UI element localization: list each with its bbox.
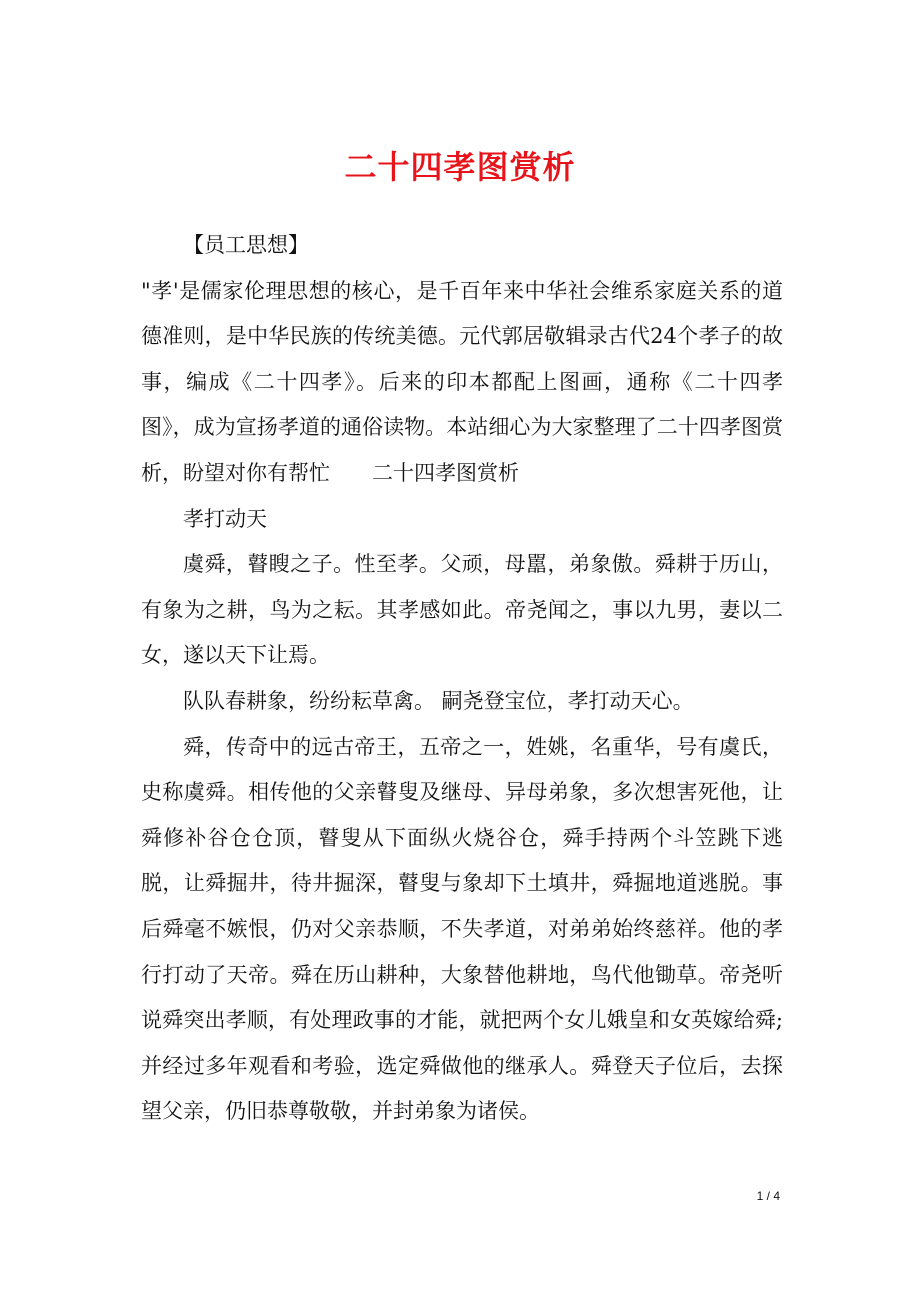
document-body: [141, 223, 783, 1135]
document-title: 二十四孝图赏析: [344, 148, 576, 186]
intro-text: "孝'是儒家伦理思想的核心，是千百年来中华社会维系家庭关系的道德准则，是中华民族的传统美德。元代郭居敬辑录古代24个孝子的故事，编成《二十四孝》。后来的印本都配上图画，通称《二十四孝图》，成为宣扬孝道的通俗读物。本站细心为大家整理了二十四孝图赏析，盼望对你有帮忙: [141, 278, 783, 485]
story-paragraph: 虞舜，瞽瞍之子。性至孝。父顽，母嚚，弟象傲。舜耕于历山，有象为之耕，鸟为之耘。其孝感如此。帝尧闻之，事以九男，妻以二女，遂以天下让焉。: [141, 552, 783, 668]
story-heading: 孝打动天: [183, 506, 267, 531]
section-tag: 【员工思想】: [183, 233, 309, 257]
intro-paragraph: [141, 269, 783, 497]
poem-line: 队队春耕象，纷纷耘草禽。 嗣尧登宝位，孝打动天心。: [183, 688, 694, 713]
commentary-paragraph: 舜，传奇中的远古帝王，五帝之一，姓姚，名重华，号有虞氏，史称虞舜。相传他的父亲瞽叟及继母、异母弟象，多次想害死他，让舜修补谷仓仓顶，瞽叟从下面纵火烧谷仓，舜手持两个斗笠跳下逃脱，让舜掘井，待井掘深，瞽叟与象却下土填井，舜掘地道逃脱。事后舜毫不嫉恨，仍对父亲恭顺，不失孝道，对弟弟始终慈祥。他的孝行打动了天帝。舜在历山耕种，大象替他耕地，鸟代他锄草。帝尧听说舜突出孝顺，有处理政事的才能，就把两个女儿娥皇和女英嫁给舜;并经过多年观看和考验，选定舜做他的继承人。舜登天子位后，去探望父亲，仍旧恭尊敬敬，并封弟象为诸侯。: [141, 734, 783, 1124]
page-number: 1 / 4: [756, 1189, 780, 1203]
intro-tail: 二十四孝图赏析: [372, 460, 519, 485]
